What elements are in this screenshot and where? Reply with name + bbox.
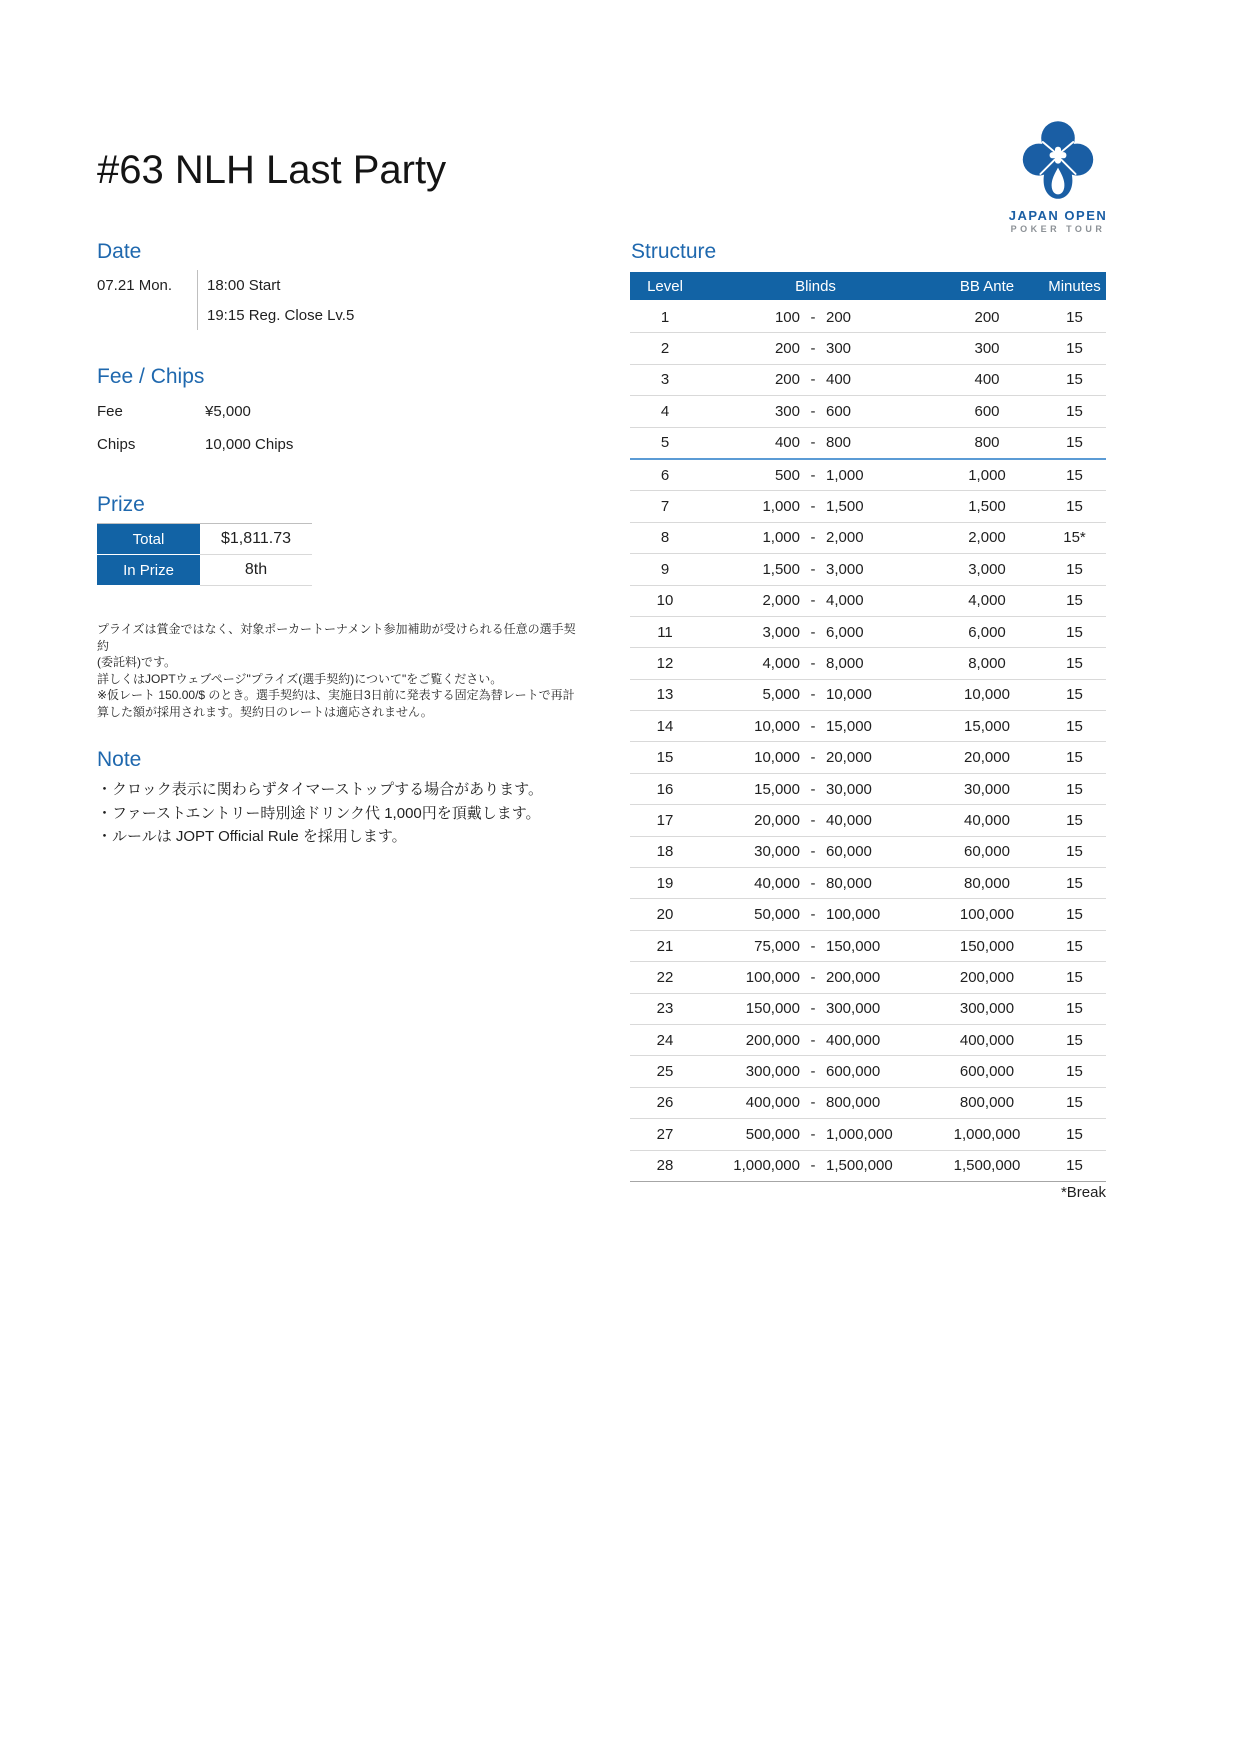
blinds-dash: - <box>810 560 816 578</box>
cell-minutes: 15 <box>1066 466 1083 484</box>
cell-small-blind: 1,000 <box>762 529 800 547</box>
cell-small-blind: 100,000 <box>745 968 800 986</box>
cell-big-blind: 80,000 <box>826 874 872 892</box>
cell-minutes: 15 <box>1066 1157 1083 1175</box>
cell-small-blind: 2,000 <box>762 592 800 610</box>
cell-big-blind: 30,000 <box>826 780 872 798</box>
cell-small-blind: 200 <box>774 371 800 389</box>
cell-bb-ante: 150,000 <box>959 937 1015 955</box>
table-row <box>630 617 1106 648</box>
column-header-blinds: Blinds <box>795 277 836 295</box>
disclaimer-line: (委託料)です。 <box>97 655 177 669</box>
cell-big-blind: 800,000 <box>826 1094 881 1112</box>
fee-chips-heading: Fee / Chips <box>97 365 205 388</box>
cell-small-blind: 3,000 <box>762 623 800 641</box>
logo-text-japan-open: JAPAN OPEN <box>1008 208 1108 223</box>
cell-bb-ante: 10,000 <box>964 686 1010 704</box>
cell-minutes: 15 <box>1066 1063 1083 1081</box>
date-value: 07.21 Mon. <box>97 277 173 294</box>
cell-level: 9 <box>660 560 670 578</box>
cell-big-blind: 40,000 <box>826 811 872 829</box>
table-row <box>630 648 1106 679</box>
blinds-dash: - <box>810 1125 816 1143</box>
note-list <box>97 778 577 849</box>
disclaimer-line: ※仮レート 150.00/$ のとき。選手契約は、実施日3日前に発表する固定為替レートで再計 <box>97 688 575 702</box>
cell-minutes: 15 <box>1066 843 1083 861</box>
cell-level: 20 <box>656 906 674 924</box>
time-line: 19:15 Reg. Close Lv.5 <box>207 306 355 324</box>
table-row <box>630 1025 1106 1056</box>
table-row <box>630 1088 1106 1119</box>
table-row <box>630 428 1106 460</box>
table-row <box>630 554 1106 585</box>
cell-big-blind: 1,500 <box>826 498 864 516</box>
club-icon <box>998 118 1118 206</box>
blinds-dash: - <box>810 623 816 641</box>
disclaimer-line: 算した額が採用されます。契約日のレートは適応されません。 <box>97 704 433 719</box>
cell-bb-ante: 60,000 <box>964 843 1010 861</box>
table-row <box>630 868 1106 899</box>
cell-level: 21 <box>656 937 674 955</box>
cell-bb-ante: 200 <box>974 308 1000 326</box>
cell-big-blind: 15,000 <box>826 717 872 735</box>
cell-level: 27 <box>656 1125 674 1143</box>
cell-level: 2 <box>660 340 670 358</box>
blinds-dash: - <box>810 780 816 798</box>
cell-bb-ante: 3,000 <box>968 560 1006 578</box>
blinds-dash: - <box>810 654 816 672</box>
cell-bb-ante: 1,000,000 <box>953 1125 1021 1143</box>
cell-bb-ante: 400 <box>974 371 1000 389</box>
cell-bb-ante: 6,000 <box>968 623 1006 641</box>
cell-bb-ante: 2,000 <box>968 529 1006 547</box>
cell-minutes: 15 <box>1066 717 1083 735</box>
fee-row-label: Fee <box>97 403 123 420</box>
cell-small-blind: 400,000 <box>745 1094 800 1112</box>
cell-level: 14 <box>656 717 674 735</box>
table-row <box>630 1119 1106 1150</box>
note-item: ・ルールは JOPT Official Rule を採用します。 <box>97 828 407 845</box>
fee-row <box>97 395 477 428</box>
cell-big-blind: 10,000 <box>826 686 872 704</box>
cell-level: 6 <box>660 466 670 484</box>
cell-small-blind: 50,000 <box>754 906 800 924</box>
prize-row-value: $1,811.73 <box>200 524 312 555</box>
cell-level: 22 <box>656 968 674 986</box>
date-times <box>197 270 354 330</box>
cell-bb-ante: 1,500,000 <box>953 1157 1021 1175</box>
cell-bb-ante: 100,000 <box>959 906 1015 924</box>
cell-level: 4 <box>660 402 670 420</box>
cell-minutes: 15 <box>1066 434 1083 452</box>
cell-bb-ante: 600,000 <box>959 1063 1015 1081</box>
table-row <box>630 396 1106 427</box>
cell-minutes: 15 <box>1066 1000 1083 1018</box>
cell-level: 12 <box>656 654 674 672</box>
blinds-dash: - <box>810 402 816 420</box>
table-row <box>630 333 1106 364</box>
table-row <box>630 837 1106 868</box>
page-title: #63 NLH Last Party <box>97 148 447 192</box>
cell-big-blind: 400,000 <box>826 1031 881 1049</box>
table-row <box>630 523 1106 554</box>
disclaimer-line: 詳しくはJOPTウェブページ"プライズ(選手契約)について"をご覧ください。 <box>97 671 503 686</box>
cell-bb-ante: 4,000 <box>968 592 1006 610</box>
blinds-dash: - <box>810 466 816 484</box>
cell-minutes: 15 <box>1066 780 1083 798</box>
cell-small-blind: 200,000 <box>745 1031 800 1049</box>
blinds-dash: - <box>810 1063 816 1081</box>
blinds-dash: - <box>810 937 816 955</box>
table-row <box>630 460 1106 491</box>
cell-small-blind: 10,000 <box>754 749 800 767</box>
cell-bb-ante: 300 <box>974 340 1000 358</box>
cell-small-blind: 1,500 <box>762 560 800 578</box>
cell-level: 15 <box>656 749 674 767</box>
prize-row-label: Total <box>97 524 200 555</box>
cell-small-blind: 4,000 <box>762 654 800 672</box>
prize-disclaimer <box>97 621 577 720</box>
table-row <box>630 899 1106 930</box>
cell-big-blind: 600,000 <box>826 1063 881 1081</box>
table-row <box>630 994 1106 1025</box>
cell-big-blind: 3,000 <box>826 560 864 578</box>
cell-minutes: 15 <box>1066 592 1083 610</box>
cell-bb-ante: 1,500 <box>968 498 1006 516</box>
structure-table-header <box>630 272 1106 300</box>
cell-level: 24 <box>656 1031 674 1049</box>
table-row <box>630 774 1106 805</box>
cell-big-blind: 1,000 <box>826 466 864 484</box>
table-row <box>630 1056 1106 1087</box>
cell-minutes: 15 <box>1066 1125 1083 1143</box>
cell-level: 7 <box>660 498 670 516</box>
cell-level: 5 <box>660 434 670 452</box>
cell-big-blind: 8,000 <box>826 654 864 672</box>
cell-big-blind: 2,000 <box>826 529 864 547</box>
cell-minutes: 15 <box>1066 968 1083 986</box>
cell-bb-ante: 800 <box>974 434 1000 452</box>
table-row <box>630 680 1106 711</box>
cell-big-blind: 400 <box>826 371 852 389</box>
cell-small-blind: 400 <box>774 434 800 452</box>
blinds-dash: - <box>810 1094 816 1112</box>
cell-big-blind: 800 <box>826 434 852 452</box>
blinds-dash: - <box>810 906 816 924</box>
blinds-dash: - <box>810 1031 816 1049</box>
cell-level: 10 <box>656 592 674 610</box>
cell-level: 16 <box>656 780 674 798</box>
blinds-dash: - <box>810 968 816 986</box>
blinds-dash: - <box>810 308 816 326</box>
table-row <box>630 365 1106 396</box>
table-row <box>630 962 1106 993</box>
structure-table <box>630 272 1106 1182</box>
table-row <box>630 711 1106 742</box>
date-block <box>97 270 477 330</box>
cell-minutes: 15 <box>1066 686 1083 704</box>
fee-row-label: Chips <box>97 436 136 453</box>
cell-minutes: 15 <box>1066 1094 1083 1112</box>
blinds-dash: - <box>810 749 816 767</box>
cell-big-blind: 1,500,000 <box>826 1157 893 1175</box>
cell-small-blind: 5,000 <box>762 686 800 704</box>
cell-small-blind: 300 <box>774 402 800 420</box>
table-row <box>630 931 1106 962</box>
note-item: ・ファーストエントリー時別途ドリンク代 1,000円を頂戴します。 <box>97 804 541 822</box>
time-line: 18:00 Start <box>207 276 281 294</box>
cell-minutes: 15 <box>1066 402 1083 420</box>
cell-level: 17 <box>656 811 674 829</box>
jopt-logo <box>998 118 1118 234</box>
note-item: ・クロック表示に関わらずタイマーストップする場合があります。 <box>97 781 543 798</box>
blinds-dash: - <box>810 592 816 610</box>
fee-row-value: 10,000 Chips <box>205 436 294 453</box>
table-row <box>630 805 1106 836</box>
blinds-dash: - <box>810 686 816 704</box>
cell-big-blind: 6,000 <box>826 623 864 641</box>
blinds-dash: - <box>810 498 816 516</box>
cell-minutes: 15 <box>1066 874 1083 892</box>
cell-big-blind: 300,000 <box>826 1000 881 1018</box>
blinds-dash: - <box>810 843 816 861</box>
structure-heading: Structure <box>631 240 717 263</box>
cell-small-blind: 15,000 <box>754 780 800 798</box>
cell-level: 19 <box>656 874 674 892</box>
cell-small-blind: 30,000 <box>754 843 800 861</box>
cell-big-blind: 60,000 <box>826 843 872 861</box>
cell-big-blind: 150,000 <box>826 937 881 955</box>
cell-bb-ante: 300,000 <box>959 1000 1015 1018</box>
cell-bb-ante: 20,000 <box>964 749 1010 767</box>
cell-bb-ante: 1,000 <box>968 466 1006 484</box>
cell-minutes: 15 <box>1066 654 1083 672</box>
cell-bb-ante: 15,000 <box>964 717 1010 735</box>
cell-big-blind: 300 <box>826 340 852 358</box>
cell-bb-ante: 200,000 <box>959 968 1015 986</box>
blinds-dash: - <box>810 874 816 892</box>
cell-small-blind: 40,000 <box>754 874 800 892</box>
cell-minutes: 15* <box>1063 529 1086 547</box>
blinds-dash: - <box>810 340 816 358</box>
cell-small-blind: 10,000 <box>754 717 800 735</box>
cell-minutes: 15 <box>1066 1031 1083 1049</box>
blinds-dash: - <box>810 1000 816 1018</box>
cell-level: 11 <box>657 623 673 641</box>
cell-minutes: 15 <box>1066 937 1083 955</box>
column-header-minutes: Minutes <box>1048 277 1101 295</box>
cell-small-blind: 150,000 <box>745 1000 800 1018</box>
cell-level: 18 <box>656 843 674 861</box>
cell-minutes: 15 <box>1066 623 1083 641</box>
cell-level: 25 <box>656 1063 674 1081</box>
cell-bb-ante: 30,000 <box>964 780 1010 798</box>
structure-table-body <box>630 302 1106 1182</box>
fee-row-value: ¥5,000 <box>205 403 251 420</box>
cell-minutes: 15 <box>1066 498 1083 516</box>
cell-level: 1 <box>660 308 670 326</box>
prize-heading: Prize <box>97 493 145 516</box>
cell-small-blind: 300,000 <box>745 1063 800 1081</box>
cell-small-blind: 500,000 <box>745 1125 800 1143</box>
table-row <box>630 302 1106 333</box>
cell-level: 13 <box>656 686 674 704</box>
cell-minutes: 15 <box>1066 340 1083 358</box>
prize-row <box>97 524 312 555</box>
blinds-dash: - <box>810 1157 816 1175</box>
cell-minutes: 15 <box>1066 811 1083 829</box>
column-header-bb-ante: BB Ante <box>959 277 1015 295</box>
cell-level: 8 <box>660 529 670 547</box>
cell-big-blind: 20,000 <box>826 749 872 767</box>
prize-row <box>97 555 312 586</box>
cell-small-blind: 1,000,000 <box>733 1157 800 1175</box>
blinds-dash: - <box>810 717 816 735</box>
cell-big-blind: 100,000 <box>826 906 881 924</box>
table-row <box>630 742 1106 773</box>
table-row <box>630 1151 1106 1182</box>
cell-level: 28 <box>656 1157 674 1175</box>
cell-bb-ante: 400,000 <box>959 1031 1015 1049</box>
cell-big-blind: 200 <box>826 308 852 326</box>
fee-row <box>97 428 477 461</box>
note-heading: Note <box>97 748 142 771</box>
prize-row-label: In Prize <box>97 555 200 586</box>
cell-minutes: 15 <box>1066 749 1083 767</box>
cell-small-blind: 75,000 <box>754 937 800 955</box>
cell-level: 26 <box>656 1094 674 1112</box>
blinds-dash: - <box>810 529 816 547</box>
blinds-dash: - <box>810 434 816 452</box>
blinds-dash: - <box>810 811 816 829</box>
disclaimer-line: プライズは賞金ではなく、対象ポーカートーナメント参加補助が受けられる任意の選手契約 <box>97 622 576 653</box>
column-header-level: Level <box>647 277 683 295</box>
cell-bb-ante: 600 <box>974 402 1000 420</box>
break-footnote: *Break <box>1060 1184 1106 1201</box>
prize-row-value: 8th <box>200 555 312 586</box>
cell-bb-ante: 800,000 <box>959 1094 1015 1112</box>
cell-big-blind: 600 <box>826 402 852 420</box>
cell-minutes: 15 <box>1066 371 1083 389</box>
prize-table <box>97 523 312 586</box>
cell-big-blind: 1,000,000 <box>826 1125 893 1143</box>
cell-small-blind: 500 <box>774 466 800 484</box>
fee-chips-block <box>97 395 477 461</box>
cell-big-blind: 4,000 <box>826 592 864 610</box>
cell-small-blind: 20,000 <box>754 811 800 829</box>
date-heading: Date <box>97 240 142 263</box>
cell-bb-ante: 40,000 <box>964 811 1010 829</box>
cell-minutes: 15 <box>1066 560 1083 578</box>
cell-bb-ante: 8,000 <box>968 654 1006 672</box>
cell-small-blind: 1,000 <box>762 498 800 516</box>
cell-bb-ante: 80,000 <box>964 874 1010 892</box>
cell-minutes: 15 <box>1066 308 1083 326</box>
cell-level: 23 <box>656 1000 674 1018</box>
table-row <box>630 586 1106 617</box>
blinds-dash: - <box>810 371 816 389</box>
cell-minutes: 15 <box>1066 906 1083 924</box>
cell-level: 3 <box>660 371 670 389</box>
cell-small-blind: 100 <box>774 308 800 326</box>
cell-small-blind: 200 <box>774 340 800 358</box>
table-row <box>630 491 1106 522</box>
logo-text-poker-tour: POKER TOUR <box>1010 224 1106 234</box>
cell-big-blind: 200,000 <box>826 968 881 986</box>
